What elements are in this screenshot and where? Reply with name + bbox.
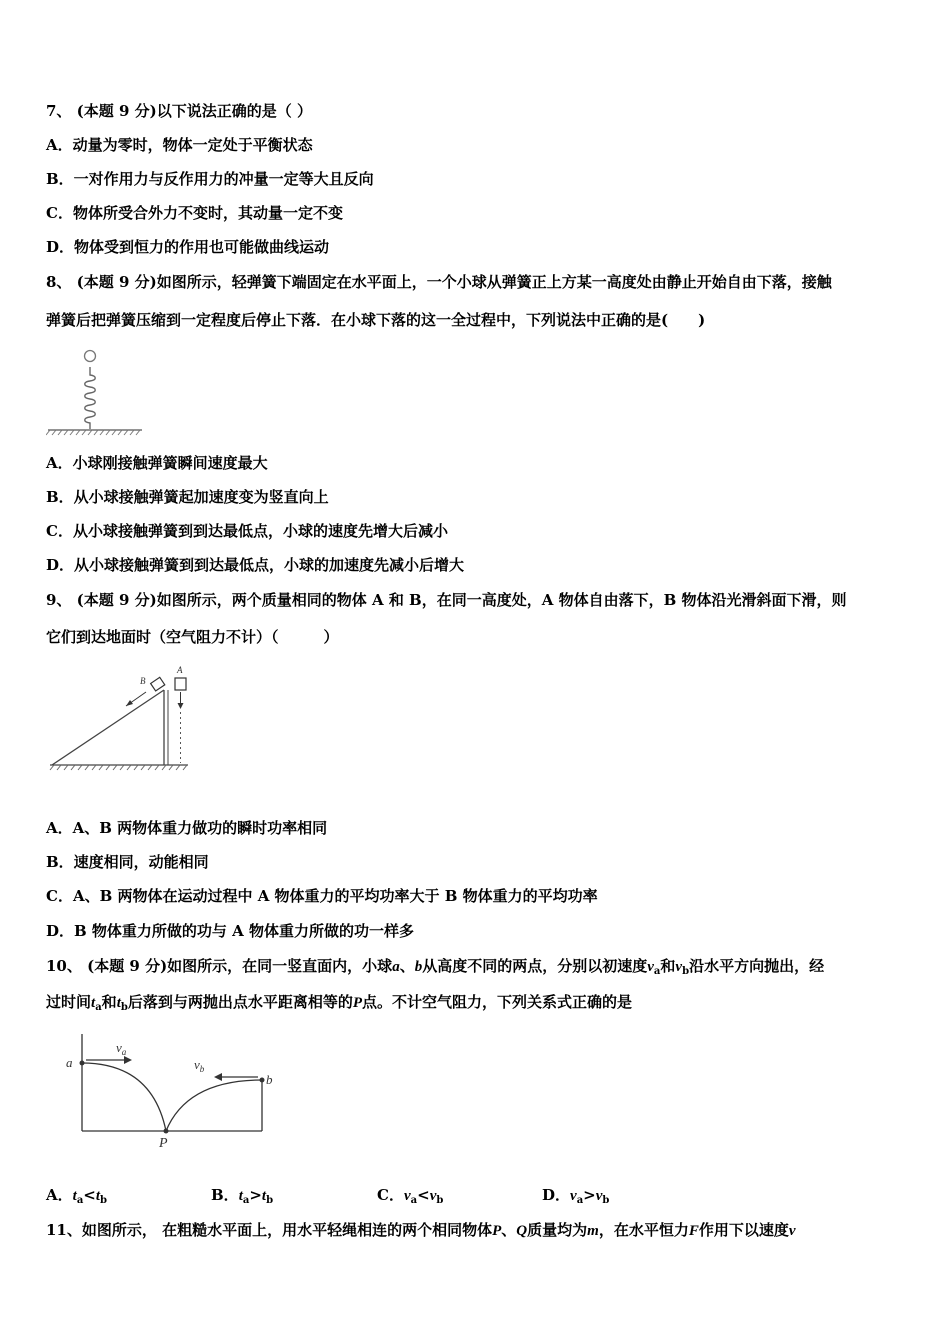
label-a: a xyxy=(66,1055,73,1070)
incline-surface xyxy=(52,690,164,765)
arrow-va-head xyxy=(124,1056,132,1064)
label-p: P xyxy=(159,1136,168,1151)
label-vb: $v_b$ xyxy=(194,1057,205,1074)
q10-stem-line1: 10、 (本题 9 分)如图所示，在同一竖直面内，小球a、b从高度不同的两点，分别以初速度$v_a$和$v_b$沿水平方向抛出，经 xyxy=(46,957,825,977)
q7-option-a: A．动量为零时，物体一定处于平衡状态 xyxy=(46,136,313,154)
q11-stem-line1: 11、如图所示， 在粗糙水平面上，用水平轻绳相连的两个相同物体P、Q质量均为m，在水平恒力F作用下以速度v xyxy=(46,1221,796,1239)
ground-hatch xyxy=(50,765,187,770)
label-va: $v_a$ xyxy=(116,1040,127,1057)
q8-option-c: C．从小球接触弹簧到到达最低点，小球的速度先增大后减小 xyxy=(46,522,448,540)
block-a xyxy=(175,678,186,690)
q9-stem-line1: 9、 (本题 9 分)如图所示，两个质量相同的物体 A 和 B，在同一高度处，A 物体自由落下，B 物体沿光滑斜面下滑，则 xyxy=(46,591,847,609)
q9-stem-line2: 它们到达地面时（空气阻力不计）（ ） xyxy=(46,628,339,646)
q9-option-c: C．A、B 两物体在运动过程中 A 物体重力的平均功率大于 B 物体重力的平均功率 xyxy=(46,887,598,905)
block-b xyxy=(151,677,165,691)
q9-option-b: B．速度相同，动能相同 xyxy=(46,853,209,871)
q9-option-a: A．A、B 两物体重力做功的瞬时功率相同 xyxy=(46,819,328,837)
arrow-b-head xyxy=(126,700,133,706)
point-p xyxy=(164,1129,169,1134)
q8-option-a: A．小球刚接触弹簧瞬间速度最大 xyxy=(46,454,268,472)
label-b: b xyxy=(266,1072,273,1087)
q10-option-a: A．$t_a<t_b$ xyxy=(46,1186,108,1206)
q9-option-d: D．B 物体重力所做的功与 A 物体重力所做的功一样多 xyxy=(46,922,414,940)
q10-option-c: C．$v_a<v_b$ xyxy=(377,1186,444,1206)
q8-option-d: D．从小球接触弹簧到到达最低点，小球的加速度先减小后增大 xyxy=(46,556,465,574)
block-a-label: A xyxy=(177,665,183,675)
q10-option-d: D．$v_a>v_b$ xyxy=(542,1186,610,1206)
q7-option-b: B．一对作用力与反作用力的冲量一定等大且反向 xyxy=(46,170,374,188)
q10-option-b: B．$t_a>t_b$ xyxy=(211,1186,274,1206)
ball xyxy=(85,351,96,362)
incline-figure xyxy=(46,662,196,774)
block-b-label: B xyxy=(140,676,146,686)
spring-figure xyxy=(46,345,146,437)
projectile-figure xyxy=(62,1030,282,1155)
spring-coil xyxy=(85,367,96,429)
trajectory-a xyxy=(82,1063,166,1131)
arrow-vb-head xyxy=(214,1073,222,1081)
q8-option-b: B．从小球接触弹簧起加速度变为竖直向上 xyxy=(46,488,329,506)
q7-stem: 7、 (本题 9 分)以下说法正确的是（ ） xyxy=(46,102,312,120)
q8-stem-line1: 8、 (本题 9 分)如图所示，轻弹簧下端固定在水平面上，一个小球从弹簧正上方某一高度处由静止开始自由下落，接触 xyxy=(46,273,832,291)
q7-option-c: C．物体所受合外力不变时，其动量一定不变 xyxy=(46,204,343,222)
ground-hatch xyxy=(46,430,140,435)
trajectory-b xyxy=(166,1080,262,1131)
q7-option-d: D．物体受到恒力的作用也可能做曲线运动 xyxy=(46,238,330,256)
arrow-a-head xyxy=(178,703,184,709)
q10-stem-line2: 过时间$t_a$和$t_b$后落到与两抛出点水平距离相等的P点。不计空气阻力，下列关系式正确的是 xyxy=(46,993,633,1013)
q8-stem-line2: 弹簧后把弹簧压缩到一定程度后停止下落．在小球下落的这一全过程中，下列说法中正确的是( ) xyxy=(46,311,706,329)
